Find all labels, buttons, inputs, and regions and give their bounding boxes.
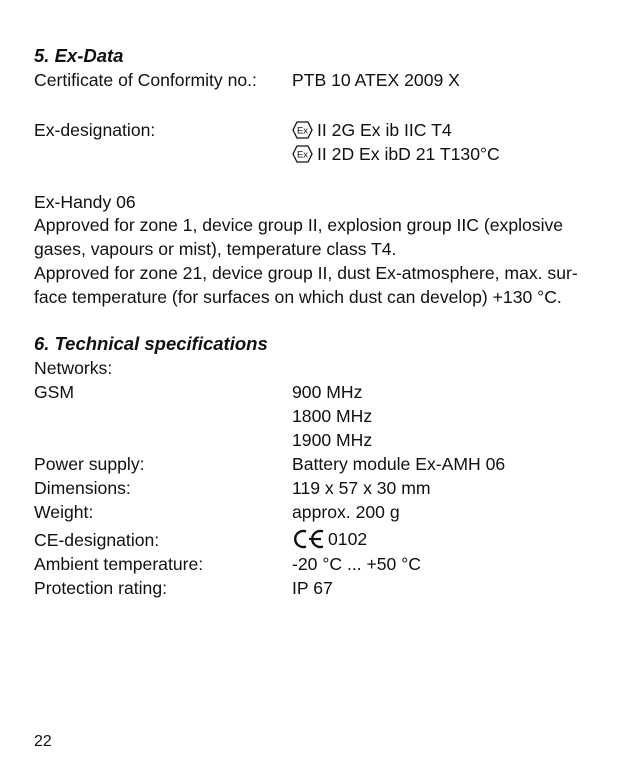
ex-hexagon-icon [292, 145, 313, 163]
certificate-label: Certificate of Conformity no.: [34, 70, 257, 90]
exdesignation-line-1 [292, 118, 452, 142]
exdesignation-line-1-text: II 2G Ex ib IIC T4 [317, 120, 452, 140]
weight-label: Weight: [34, 502, 94, 522]
gsm-value: 1800 MHz [292, 406, 373, 426]
ambient-label: Ambient temperature: [34, 554, 204, 574]
weight-value: approx. 200 g [292, 502, 400, 522]
ce-label: CE-designation: [34, 530, 160, 550]
exdesignation-label: Ex-designation: [34, 120, 156, 140]
power-label: Power supply: [34, 454, 145, 474]
paragraph-line: Approved for zone 1, device group II, explosion group IIC (explosive [34, 215, 564, 235]
ce-mark-icon [292, 529, 326, 549]
ambient-value: -20 °C ... +50 °C [292, 554, 421, 574]
networks-label: Networks: [34, 358, 113, 378]
power-value: Battery module Ex-AMH 06 [292, 454, 506, 474]
page-number: 22 [34, 733, 52, 750]
protection-value: IP 67 [292, 578, 333, 598]
ce-value-row [292, 527, 367, 551]
gsm-label: GSM [34, 382, 75, 402]
section-5-heading: 5. Ex-Data [34, 45, 124, 66]
exdesignation-line-2 [292, 142, 500, 166]
section-6-heading: 6. Technical specifications [34, 333, 268, 354]
paragraph-line: Approved for zone 21, device group II, dust Ex-atmosphere, max. sur- [34, 263, 578, 283]
certificate-value: PTB 10 ATEX 2009 X [292, 70, 460, 90]
ex-hexagon-icon [292, 121, 313, 139]
paragraph-line: gases, vapours or mist), temperature class T4. [34, 239, 397, 259]
device-name: Ex-Handy 06 [34, 192, 136, 212]
svg-text:Ex: Ex [296, 149, 309, 161]
dimensions-value: 119 x 57 x 30 mm [292, 478, 431, 498]
ce-value-text: 0102 [328, 529, 368, 549]
protection-label: Protection rating: [34, 578, 168, 598]
dimensions-label: Dimensions: [34, 478, 131, 498]
gsm-value: 900 MHz [292, 382, 363, 402]
exdesignation-line-2-text: II 2D Ex ibD 21 T130°C [317, 144, 500, 164]
gsm-value: 1900 MHz [292, 430, 373, 450]
svg-text:Ex: Ex [296, 125, 309, 137]
paragraph-line: face temperature (for surfaces on which dust can develop) +130 °C. [34, 287, 562, 307]
